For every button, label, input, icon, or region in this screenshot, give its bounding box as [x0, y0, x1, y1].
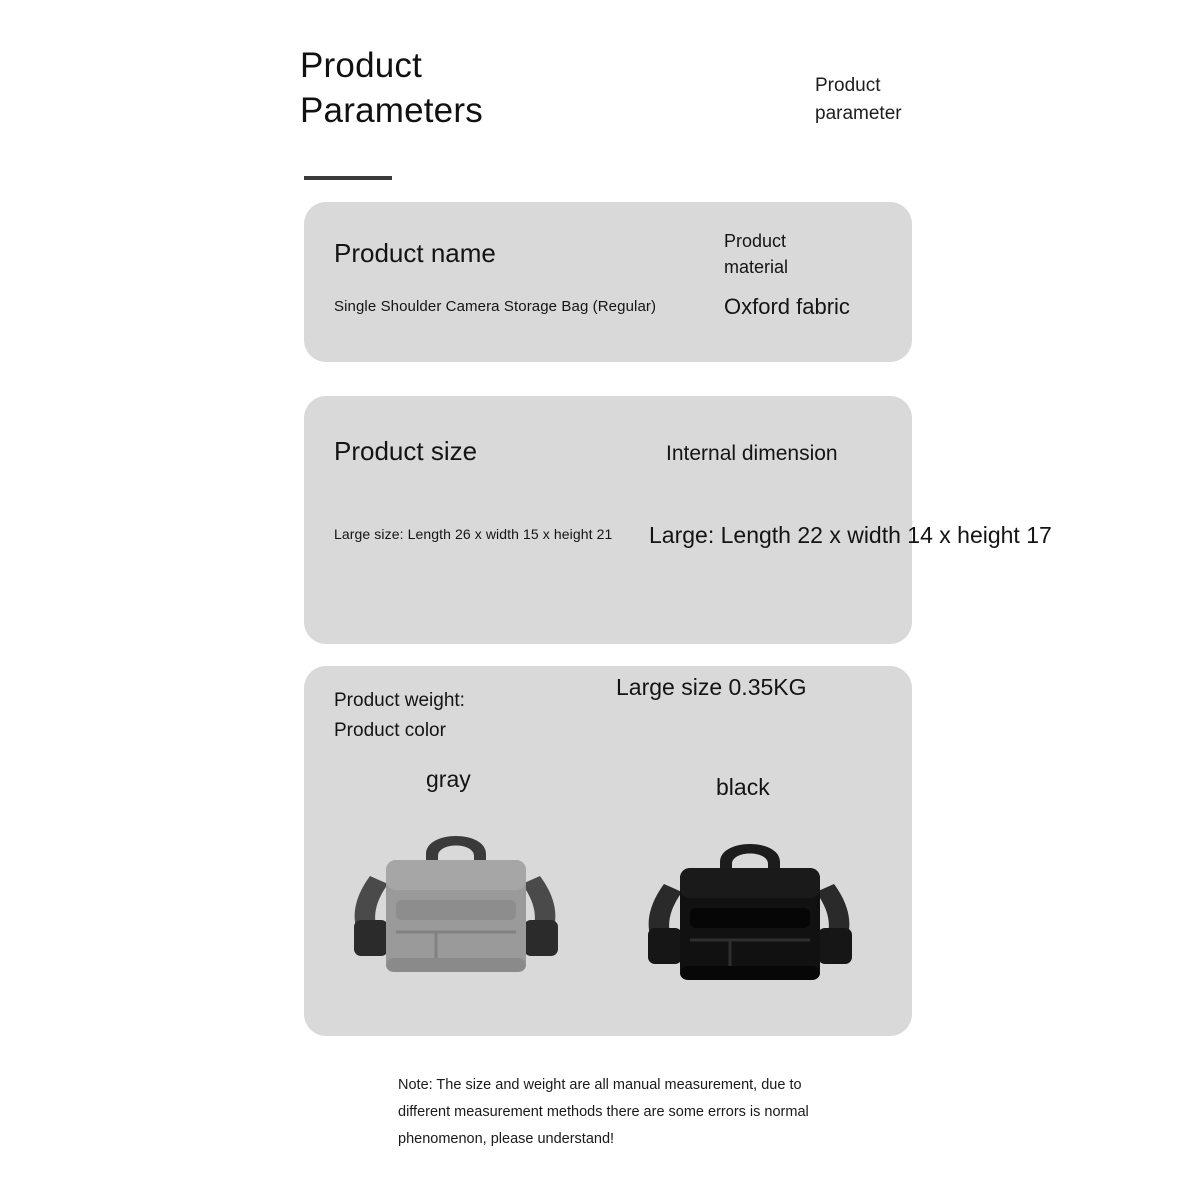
internal-dimension-heading: Internal dimension	[666, 442, 838, 465]
product-weight-value: Large size 0.35KG	[616, 674, 807, 700]
product-material-heading-line-2: material	[724, 257, 789, 278]
product-material-heading-line-1: Product	[724, 231, 787, 251]
product-name-card	[304, 202, 912, 362]
product-weight-label	[334, 686, 465, 747]
page-title-line-1: Product	[300, 46, 423, 85]
product-name-value: Single Shoulder Camera Storage Bag (Regular)	[334, 298, 657, 315]
product-color-label-line-2: Product color	[334, 720, 446, 742]
page-subtitle-line-2: parameter	[815, 102, 902, 124]
product-size-card	[304, 396, 1052, 644]
product-material-heading	[724, 228, 884, 280]
product-name-heading: Product name	[334, 238, 496, 268]
color-swatch-label-black: black	[716, 774, 770, 800]
product-color-card	[304, 666, 912, 1036]
product-weight-label-line-1: Product weight:	[334, 690, 465, 711]
color-swatch-label-gray: gray	[426, 766, 471, 792]
product-image-black-bag	[634, 816, 864, 996]
title-underline-rule	[304, 176, 392, 180]
product-size-heading: Product size	[334, 436, 478, 466]
product-size-value: Large size: Length 26 x width 15 x height 21	[334, 526, 613, 542]
internal-dimension-value: Large: Length 22 x width 14 x height 17	[649, 522, 1052, 548]
product-image-gray-bag	[340, 808, 570, 988]
page-subtitle-line-1: Product	[815, 75, 881, 96]
page-subtitle	[815, 72, 995, 127]
page-title	[300, 44, 720, 134]
product-material-value: Oxford fabric	[724, 294, 850, 319]
measurement-note: Note: The size and weight are all manual measurement, due to different measurement methods there are some errors is normal phenomenon, please understand!	[398, 1077, 809, 1147]
page-title-line-2: Parameters	[300, 90, 483, 130]
